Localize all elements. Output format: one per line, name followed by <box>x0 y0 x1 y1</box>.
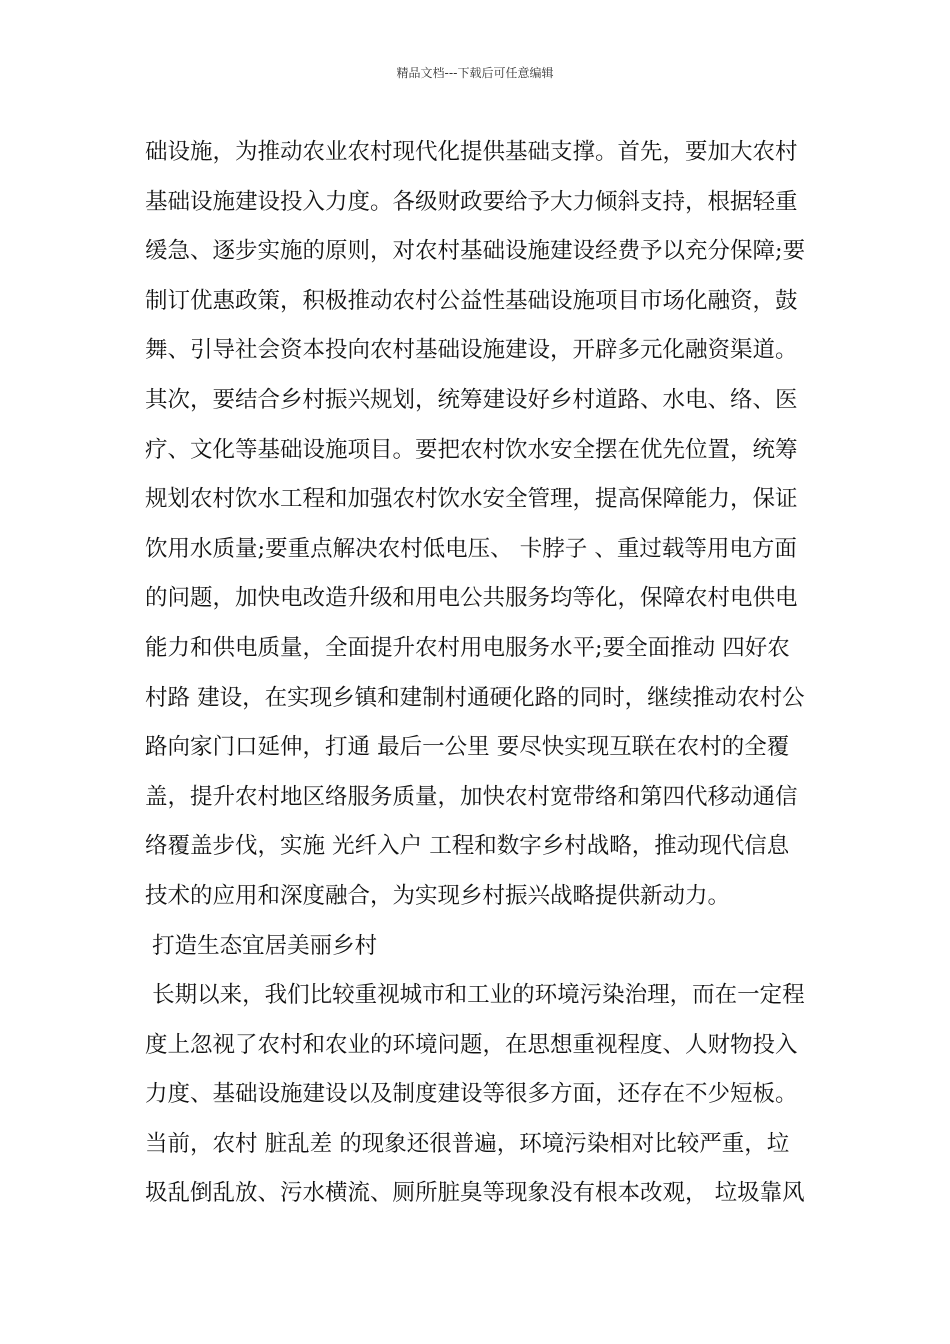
text-line: 饮用水质量;要重点解决农村低电压、 卡脖子 、重过载等用电方面 <box>145 535 797 562</box>
text-line: 长期以来，我们比较重视城市和工业的环境污染治理，而在一定程 <box>145 982 805 1009</box>
section-heading: 打造生态宜居美丽乡村 <box>145 932 378 959</box>
text-line: 村路 建设，在实现乡镇和建制村通硬化路的同时，继续推动农村公 <box>145 684 805 711</box>
text-line: 础设施，为推动农业农村现代化提供基础支撑。首先，要加大农村 <box>145 139 798 165</box>
text-line: 盖，提升农村地区络服务质量，加快农村宽带络和第四代移动通信 <box>145 783 798 810</box>
text-line: 其次，要结合乡村振兴规划，统筹建设好乡村道路、水电、络、医 <box>145 386 798 413</box>
text-line: 基础设施建设投入力度。各级财政要给予大力倾斜支持，根据轻重 <box>145 188 798 215</box>
text-line: 规划农村饮水工程和加强农村饮水安全管理，提高保障能力，保证 <box>145 486 798 513</box>
text-line: 力度、基础设施建设以及制度建设等很多方面，还存在不少短板。 <box>145 1081 798 1108</box>
text-line: 络覆盖步伐，实施 光纤入户 工程和数字乡村战略，推动现代信息 <box>145 833 790 860</box>
text-line: 疗、文化等基础设施项目。要把农村饮水安全摆在优先位置，统筹 <box>145 436 798 463</box>
text-line: 技术的应用和深度融合，为实现乡村振兴战略提供新动力。 <box>145 882 731 909</box>
text-line: 缓急、逐步实施的原则，对农村基础设施建设经费予以充分保障;要 <box>145 238 806 265</box>
text-line: 能力和供电质量，全面提升农村用电服务水平;要全面推动 四好农 <box>145 634 790 661</box>
text-line: 制订优惠政策，积极推动农村公益性基础设施项目市场化融资，鼓 <box>145 287 798 314</box>
text-line: 舞、引导社会资本投向农村基础设施建设，开辟多元化融资渠道。 <box>145 337 798 364</box>
text-line: 的问题，加快电改造升级和用电公共服务均等化，保障农村电供电 <box>145 585 798 612</box>
page-header: 精品文档---下载后可任意编辑 <box>396 66 554 80</box>
text-line: 当前，农村 脏乱差 的现象还很普遍，环境污染相对比较严重，垃 <box>145 1130 790 1157</box>
text-line: 路向家门口延伸，打通 最后一公里 要尽快实现互联在农村的全覆 <box>145 734 790 761</box>
document-body <box>145 134 810 1225</box>
text-line: 圾乱倒乱放、污水横流、厕所脏臭等现象没有根本改观， 垃圾靠风 <box>145 1180 805 1207</box>
text-line: 度上忽视了农村和农业的环境问题，在思想重视程度、人财物投入 <box>145 1031 798 1058</box>
